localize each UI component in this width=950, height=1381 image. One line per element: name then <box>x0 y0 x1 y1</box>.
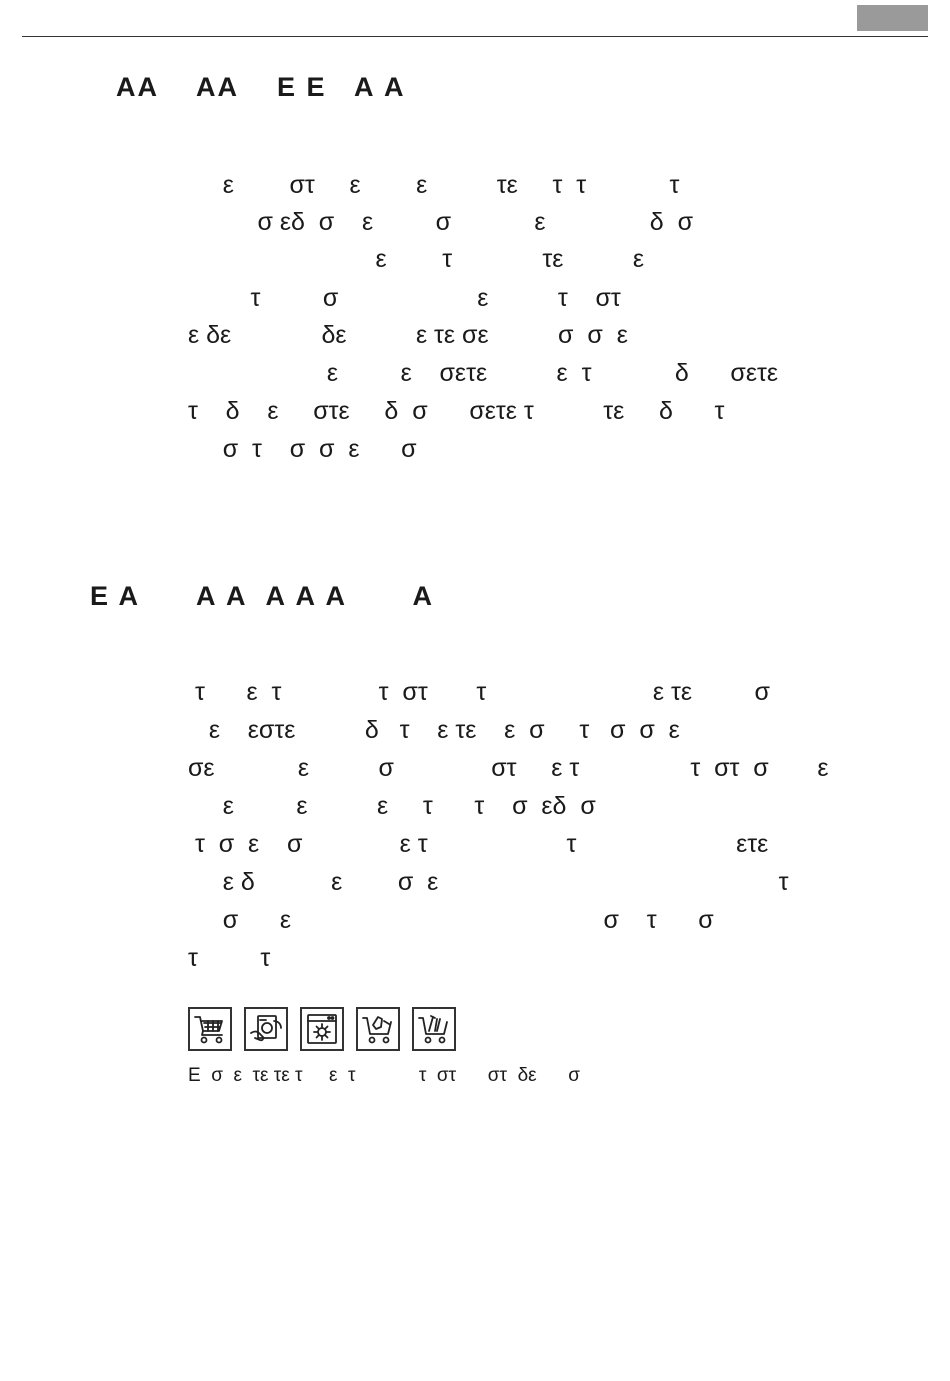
icons-caption: Ε σ ε τε τε τ ε τ τ στ στ δε σ <box>188 1065 581 1086</box>
section-1-line: σ τ σ σ ε σ <box>188 435 417 463</box>
section-1-heading: ΑΑ ΑΑ Ε Ε Α Α <box>116 72 406 102</box>
section-2-line: σε ε σ στ ε τ τ στ σ ε <box>188 754 829 782</box>
section-1-line: ε ε σετε ε τ δ σετε <box>188 359 779 387</box>
section-2-heading: Ε Α Α Α Α Α Α Α <box>90 581 435 611</box>
cart-bottle-icon <box>356 1007 400 1051</box>
section-1-line: ε δε δε ε τε σε σ σ ε <box>188 321 628 349</box>
section-2-line: ε δ ε σ ε τ <box>188 868 789 896</box>
section-1-line: σ εδ σ ε σ ε δ σ <box>188 208 694 236</box>
machine-gear-icon <box>300 1007 344 1051</box>
section-1-line: ε στ ε ε τε τ τ τ <box>188 171 680 199</box>
section-2-line: τ ε τ τ στ τ ε τε σ <box>188 678 770 706</box>
section-2-line: τ σ ε σ ε τ τ ετε <box>188 830 769 858</box>
header-divider <box>22 36 928 37</box>
cart-tools-icon <box>412 1007 456 1051</box>
section-2-line: τ τ <box>188 944 271 972</box>
shopping-cart-icon <box>188 1007 232 1051</box>
section-2-line: σ ε σ τ σ <box>188 906 714 934</box>
section-1-line: ε τ τε ε <box>188 245 645 273</box>
hand-washing-machine-icon <box>244 1007 288 1051</box>
section-1-line: τ δ ε στε δ σ σετε τ τε δ τ <box>188 397 725 425</box>
section-2-line: ε εστε δ τ ε τε ε σ τ σ σ ε <box>188 716 680 744</box>
recycling-icons-row <box>188 1007 456 1051</box>
section-2-line: ε ε ε τ τ σ εδ σ <box>188 792 596 820</box>
section-1-line: τ σ ε τ στ <box>188 284 621 312</box>
section-marker-tab <box>857 5 928 31</box>
